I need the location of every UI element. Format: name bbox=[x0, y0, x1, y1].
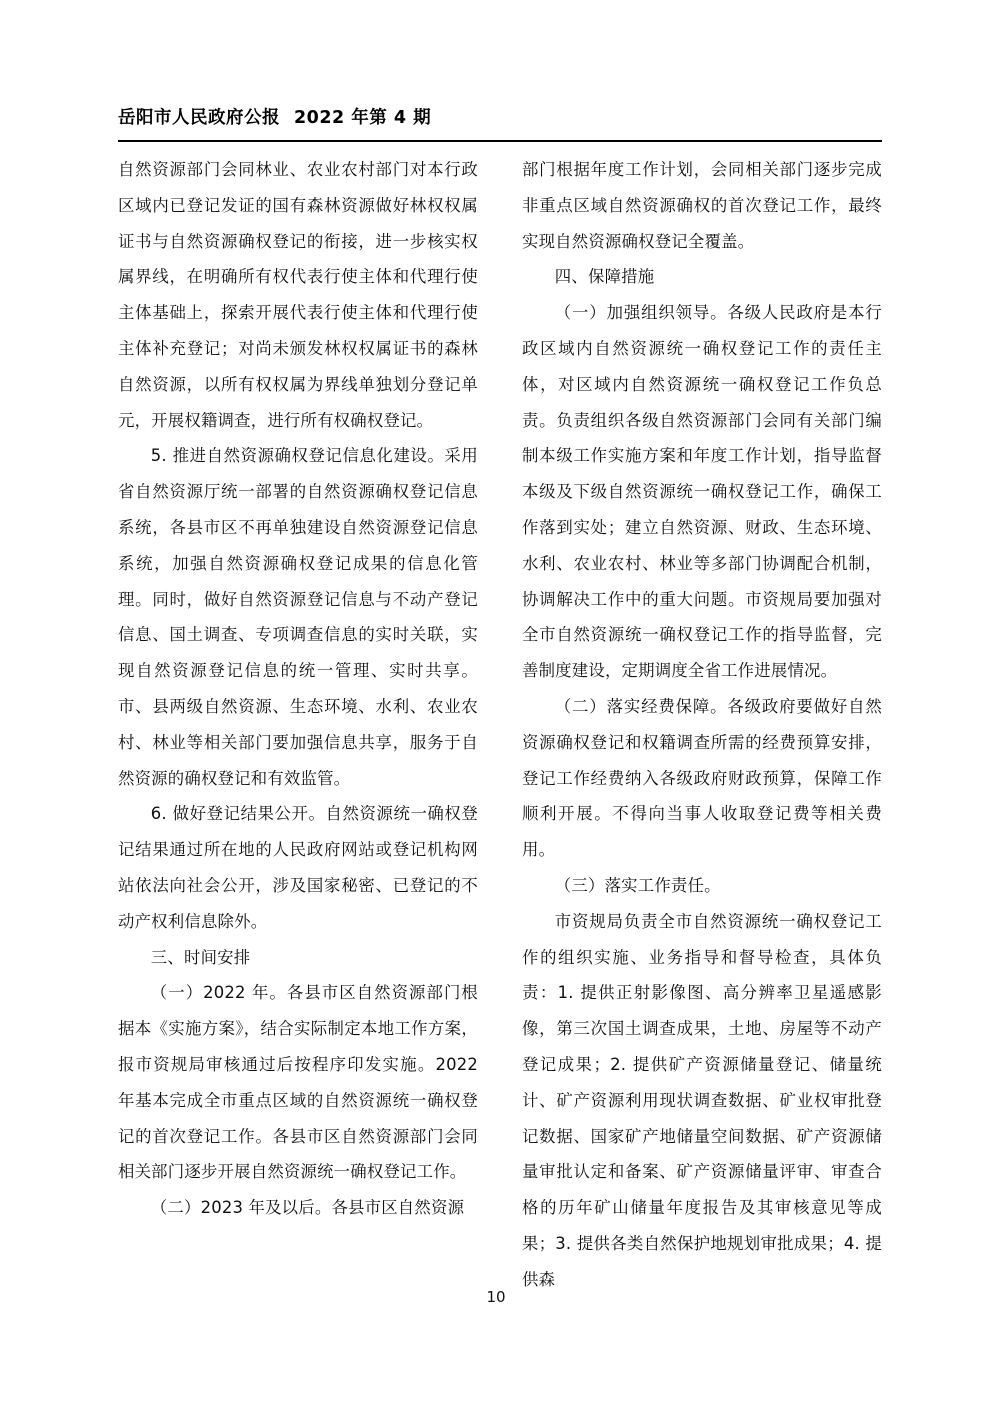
paragraph: 市资规局负责全市自然资源统一确权登记工作的组织实施、业务指导和督导检查，具体负责：1. 提供正射影像图、高分辨率卫星遥感影像，第三次国土调查成果，土地、房屋等不动产登记成果；2. 提供矿产资源储量登记、储量统计、矿产资源利用现状调查数据、矿业权审批登记数据、国家矿产地储量空间数据、矿产资源储量审批认定和备案、矿产资源储量评审、审查合格的历年矿山储量年度报告及其审核意见等成果；3. 提供各类自然保护地规划审批成果；4. 提供森 bbox=[522, 911, 882, 1289]
header-title: 岳阳市人民政府公报 bbox=[118, 108, 280, 128]
paragraph: （二）2023 年及以后。各县市区自然资源 bbox=[150, 1198, 465, 1218]
paragraph: 自然资源部门会同林业、农业农村部门对本行政区域内已登记发证的国有森林资源做好林权权属证书与自然资源确权登记的衔接，进一步核实权属界线，在明确所有权代表行使主体和代理行使主体基础上，探索开展代表行使主体和代理行使主体补充登记；对尚未颁发林权权属证书的森林自然资源，以所有权权属为界线单独划分登记单元，开展权籍调查，进行所有权确权登记。 bbox=[118, 160, 478, 430]
section-heading: 四、保障措施 bbox=[554, 267, 655, 287]
body-columns bbox=[118, 152, 882, 1298]
page-number: 10 bbox=[486, 1288, 506, 1306]
right-column bbox=[522, 152, 882, 1298]
paragraph: 6. 做好登记结果公开。自然资源统一确权登记结果通过所在地的人民政府网站或登记机构网站依法向社会公开，涉及国家秘密、已登记的不动产权利信息除外。 bbox=[118, 804, 478, 931]
header-divider bbox=[118, 140, 882, 142]
section-heading: 三、时间安排 bbox=[150, 947, 251, 967]
paragraph: 5. 推进自然资源确权登记信息化建设。采用省自然资源厅统一部署的自然资源确权登记信息系统，各县市区不再单独建设自然资源登记信息系统，加强自然资源确权登记成果的信息化管理。同时，做好自然资源登记信息与不动产登记信息、国土调查、专项调查信息的实时关联，实现自然资源登记信息的统一管理、实时共享。市、县两级自然资源、生态环境、水利、农业农村、林业等相关部门要加强信息共享，服务于自然资源的确权登记和有效监管。 bbox=[118, 446, 478, 788]
paragraph: （二）落实经费保障。各级政府要做好自然资源确权登记和权籍调查所需的经费预算安排，登记工作经费纳入各级政府财政预算，保障工作顺利开展。不得向当事人收取登记费等相关费用。 bbox=[522, 696, 882, 860]
left-column bbox=[118, 152, 478, 1298]
subsection-heading: （三）落实工作责任。 bbox=[554, 875, 721, 895]
header-issue: 2022 年第 4 期 bbox=[294, 108, 432, 128]
paragraph: （一）加强组织领导。各级人民政府是本行政区域内自然资源统一确权登记工作的责任主体，对区域内自然资源统一确权登记工作负总责。负责组织各级自然资源部门会同有关部门编制本级工作实施方案和年度工作计划，指导监督本级及下级自然资源统一确权登记工作，确保工作落到实处；建立自然资源、财政、生态环境、水利、农业农村、林业等多部门协调配合机制，协调解决工作中的重大问题。市资规局要加强对全市自然资源统一确权登记工作的指导监督，完善制度建设，定期调度全省工作进展情况。 bbox=[522, 303, 882, 681]
paragraph: 部门根据年度工作计划，会同相关部门逐步完成非重点区域自然资源确权的首次登记工作，最终实现自然资源确权登记全覆盖。 bbox=[522, 160, 882, 251]
paragraph: （一）2022 年。各县市区自然资源部门根据本《实施方案》，结合实际制定本地工作方案，报市资规局审核通过后按程序印发实施。2022 年基本完成全市重点区域的自然资源统一确权登记的首次登记工作。各县市区自然资源部门会同相关部门逐步开展自然资源统一确权登记工作。 bbox=[118, 983, 478, 1182]
page-header bbox=[118, 104, 878, 129]
